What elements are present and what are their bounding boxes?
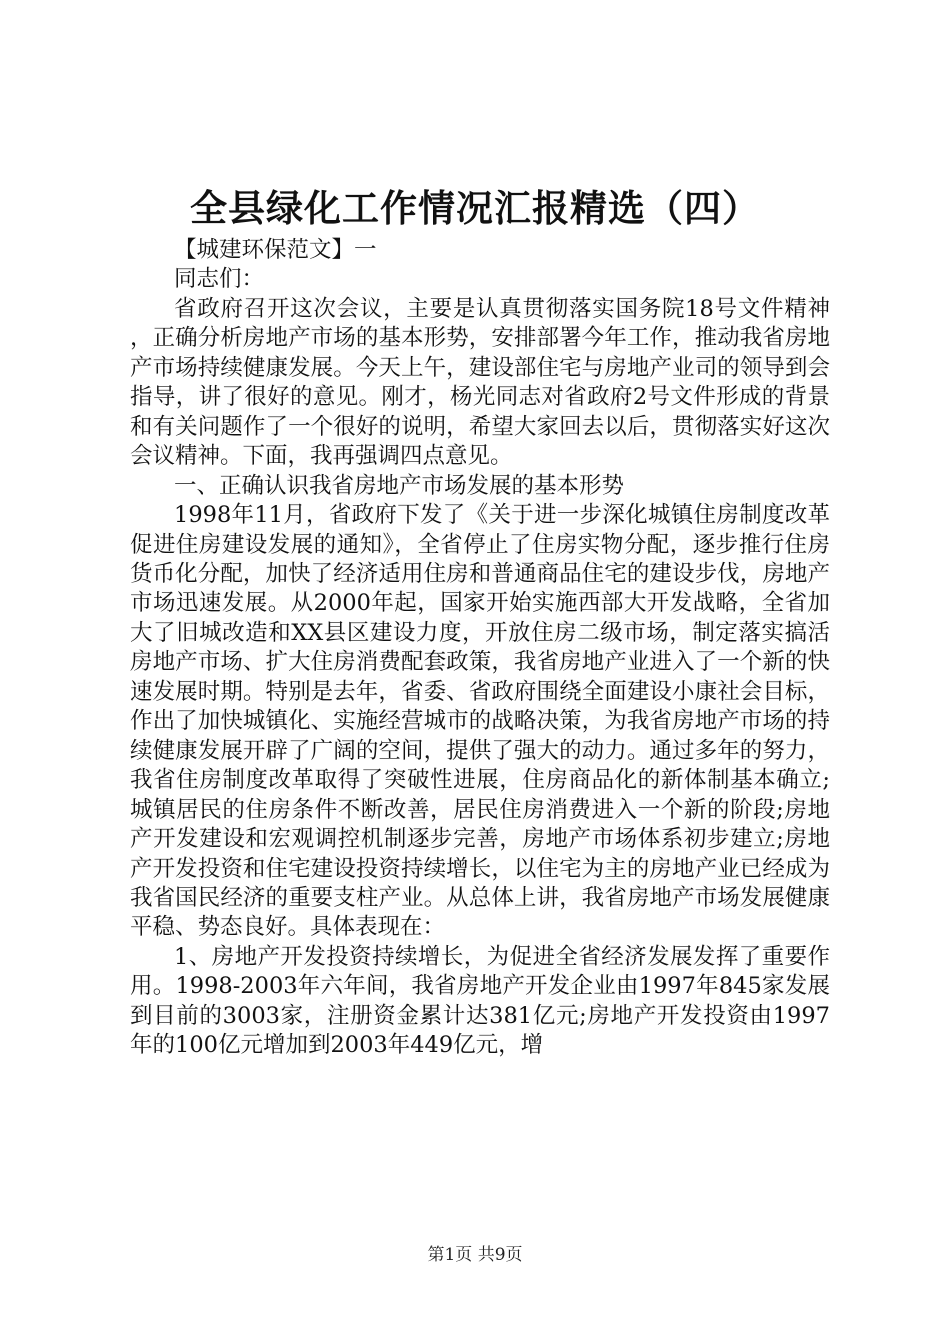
category-line: 【城建环保范文】一 (174, 237, 377, 263)
paragraph-point-1: 1、房地产开发投资持续增长，为促进全省经济发展发挥了重要作用。1998-2003年六年间，我省房地产开发企业由1997年845家发展到目前的3003家，注册资金累计达381亿元;房地产开发投资由1997年的100亿元增加到2003年449亿元，增 (130, 943, 830, 1059)
section-heading: 一、正确认识我省房地产市场发展的基本形势 (174, 472, 625, 499)
document-body (130, 236, 830, 1061)
paragraph-intro: 省政府召开这次会议，主要是认真贯彻落实国务院18号文件精神，正确分析房地产市场的基本形势，安排部署今年工作，推动我省房地产市场持续健康发展。今天上午，建设部住宅与房地产业司的领导到会指导，讲了很好的意见。刚才，杨光同志对省政府2号文件形成的背景和有关问题作了一个很好的说明，希望大家回去以后，贯彻落实好这次会议精神。下面，我再强调四点意见。 (130, 295, 830, 470)
document-title: 全县绿化工作情况汇报精选（四） (190, 186, 760, 230)
page-footer: 第1页 共9页 (427, 1245, 523, 1265)
salutation: 同志们： (174, 266, 265, 293)
paragraph-background: 1998年11月，省政府下发了《关于进一步深化城镇住房制度改革促进住房建设发展的通知》，全省停止了住房实物分配，逐步推行住房货币化分配，加快了经济适用住房和普通商品住宅的建设步伐，房地产市场迅速发展。从2000年起，国家开始实施西部大开发战略，全省加大了旧城改造和XX县区建设力度，开放住房二级市场，制定落实搞活房地产市场、扩大住房消费配套政策，我省房地产业进入了一个新的快速发展时期。特别是去年，省委、省政府围绕全面建设小康社会目标，作出了加快城镇化、实施经营城市的战略决策，为我省房地产市场的持续健康发展开辟了广阔的空间，提供了强大的动力。通过多年的努力，我省住房制度改革取得了突破性进展，住房商品化的新体制基本确立;城镇居民的住房条件不断改善，居民住房消费进入一个新的阶段;房地产开发建设和宏观调控机制逐步完善，房地产市场体系初步建立;房地产开发投资和住宅建设投资持续增长，以住宅为主的房地产业已经成为我省国民经济的重要支柱产业。从总体上讲，我省房地产市场发展健康平稳、势态良好。具体表现在： (130, 502, 830, 941)
